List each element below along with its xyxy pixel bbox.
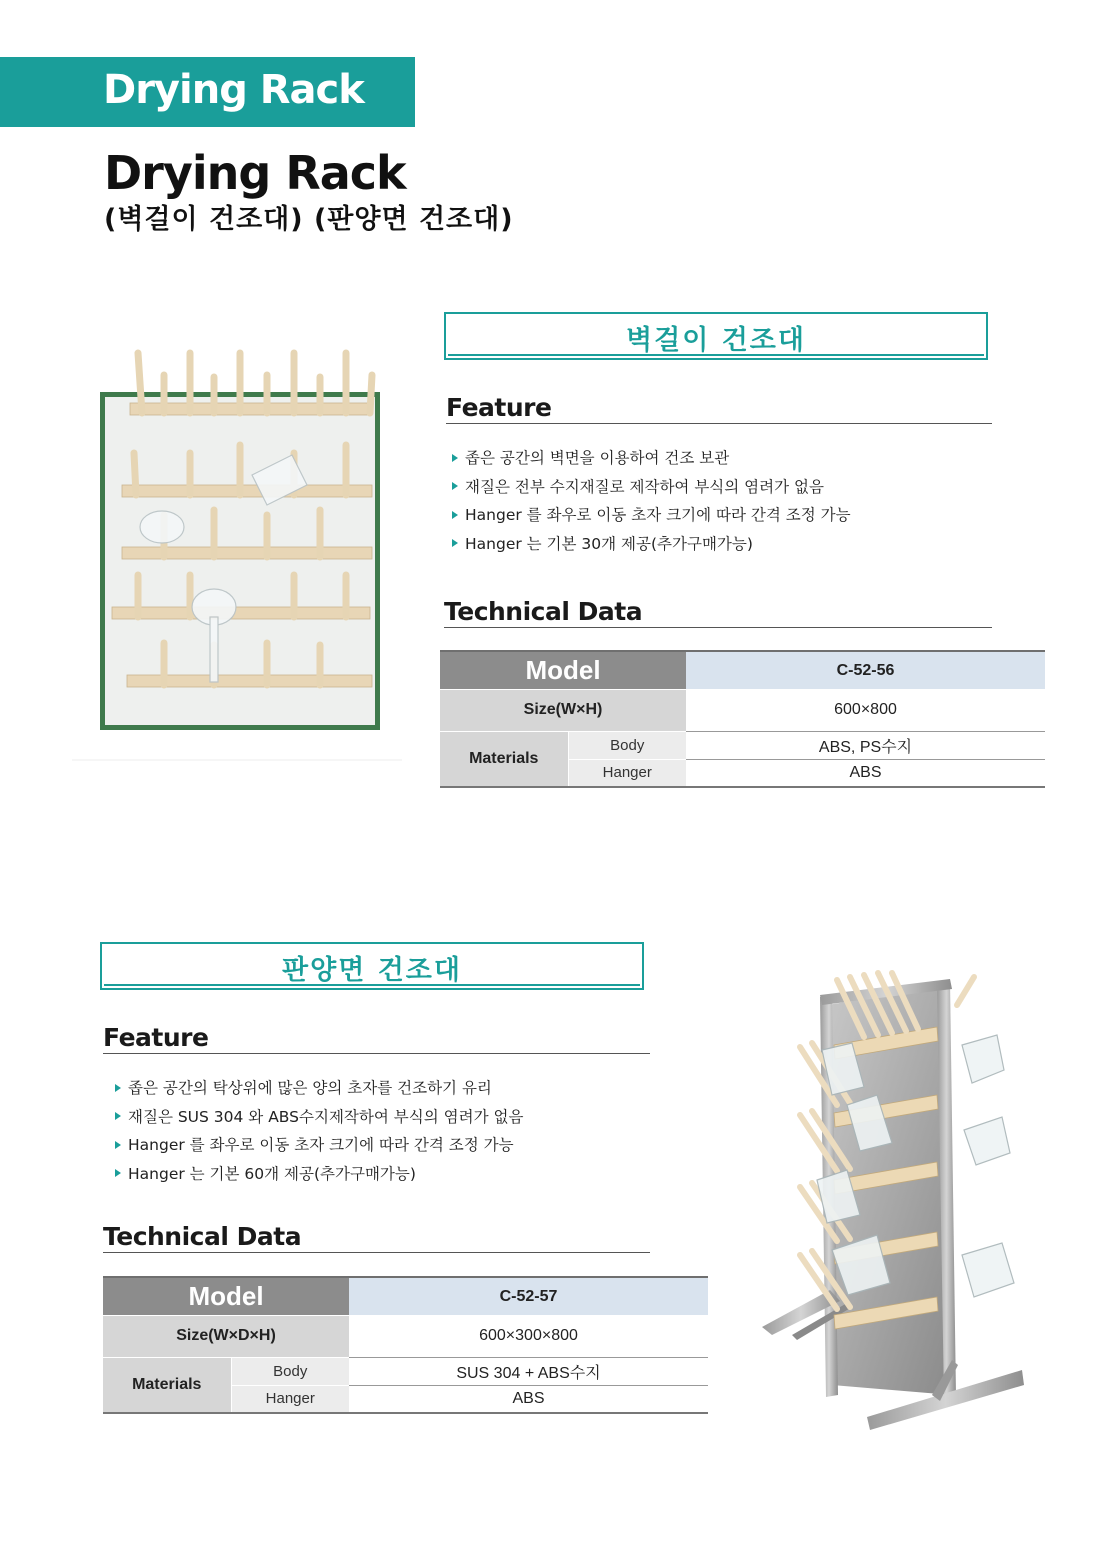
spec-table xyxy=(103,1276,708,1414)
body-label: Body xyxy=(231,1357,349,1385)
body-value: ABS, PS수지 xyxy=(686,731,1045,759)
materials-label: Materials xyxy=(440,731,568,787)
body-value: SUS 304 + ABS수지 xyxy=(349,1357,708,1385)
triangle-bullet-icon xyxy=(115,1084,121,1092)
list-item: 재질은 전부 수지재질로 제작하여 부식의 염려가 없음 xyxy=(452,473,851,502)
technical-data-heading: Technical Data xyxy=(444,597,992,628)
size-value: 600×300×800 xyxy=(349,1315,708,1357)
hanger-label: Hanger xyxy=(568,759,686,787)
section-box-wall-rack xyxy=(444,312,988,360)
list-item: 좁은 공간의 벽면을 이용하여 건조 보관 xyxy=(452,444,851,473)
hanger-value: ABS xyxy=(349,1385,708,1413)
banner-title: Drying Rack xyxy=(103,67,364,113)
spec-table xyxy=(440,650,1045,788)
materials-label: Materials xyxy=(103,1357,231,1413)
triangle-bullet-icon xyxy=(452,482,458,490)
page-subtitle: (벽걸이 건조대) (판양면 건조대) xyxy=(104,204,514,235)
hanger-label: Hanger xyxy=(231,1385,349,1413)
feature-list xyxy=(452,444,851,558)
feature-heading: Feature xyxy=(103,1023,650,1054)
triangle-bullet-icon xyxy=(115,1141,121,1149)
technical-data-heading: Technical Data xyxy=(103,1222,650,1253)
triangle-bullet-icon xyxy=(452,511,458,519)
model-value: C-52-57 xyxy=(349,1277,708,1315)
size-label: Size(W×D×H) xyxy=(103,1315,349,1357)
feature-heading: Feature xyxy=(446,393,992,424)
section-title: 벽걸이 건조대 xyxy=(626,325,806,356)
list-item: Hanger 는 기본 30개 제공(추가구매가능) xyxy=(452,530,851,559)
wall-drying-rack-image xyxy=(72,345,407,765)
section-title: 판양면 건조대 xyxy=(282,955,462,986)
model-label: Model xyxy=(103,1277,349,1315)
list-item: Hanger 는 기본 60개 제공(추가구매가능) xyxy=(115,1160,523,1189)
list-item: 좁은 공간의 탁상위에 많은 양의 초자를 건조하기 유리 xyxy=(115,1074,523,1103)
feature-list xyxy=(115,1074,523,1188)
triangle-bullet-icon xyxy=(115,1112,121,1120)
double-sided-drying-rack-image xyxy=(752,965,1042,1435)
top-banner xyxy=(0,57,415,127)
section-box-double-rack xyxy=(100,942,644,990)
model-value: C-52-56 xyxy=(686,651,1045,689)
triangle-bullet-icon xyxy=(452,454,458,462)
model-label: Model xyxy=(440,651,686,689)
list-item: 재질은 SUS 304 와 ABS수지제작하여 부식의 염려가 없음 xyxy=(115,1103,523,1132)
body-label: Body xyxy=(568,731,686,759)
hanger-value: ABS xyxy=(686,759,1045,787)
page-title: Drying Rack xyxy=(104,146,406,200)
size-label: Size(W×H) xyxy=(440,689,686,731)
list-item: Hanger 를 좌우로 이동 초자 크기에 따라 간격 조정 가능 xyxy=(115,1131,523,1160)
size-value: 600×800 xyxy=(686,689,1045,731)
triangle-bullet-icon xyxy=(452,539,458,547)
triangle-bullet-icon xyxy=(115,1169,121,1177)
list-item: Hanger 를 좌우로 이동 초자 크기에 따라 간격 조정 가능 xyxy=(452,501,851,530)
